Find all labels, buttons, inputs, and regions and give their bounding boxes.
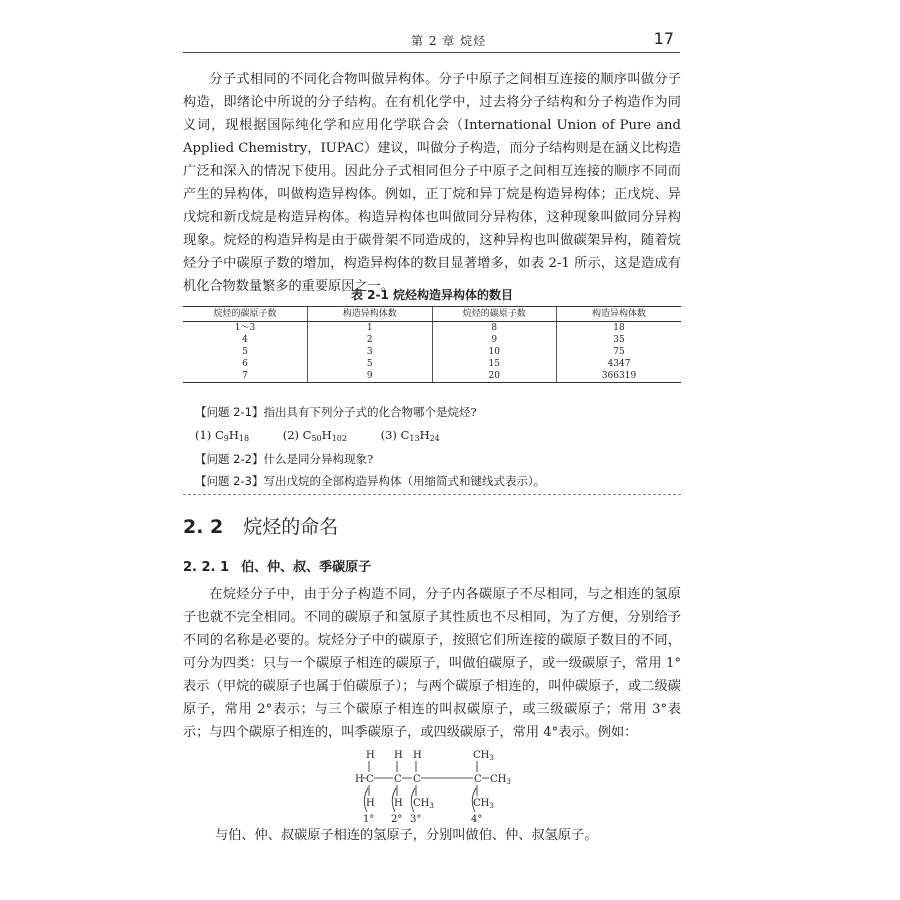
table-cell: 366319 — [557, 370, 682, 383]
question-text: 指出具有下列分子式的化合物哪个是烷烃? — [263, 405, 477, 419]
formula-option-1: (1) $C_9H_{18}$ — [195, 428, 250, 443]
atom-c: C — [413, 774, 421, 785]
subsection-title: 伯、仲、叔、季碳原子 — [241, 560, 372, 575]
degree-label: 1° — [363, 814, 375, 824]
section-heading — [183, 512, 338, 539]
atom-h: H — [366, 750, 375, 761]
table-cell: 1～3 — [234, 323, 256, 333]
methyl-group: $CH_3$ — [413, 798, 434, 810]
table-cell: 7 — [183, 370, 308, 383]
atom-c: C — [366, 774, 374, 785]
paragraph-carbon-classes: 在烷烃分子中，由于分子构造不同，分子内各碳原子不尽相同，与之相连的氢原子也就不完全相同。不同的碳原子和氢原子其性质也不尽相同，为了方便，分别给予不同的名称是必要的。烷烃分子中的碳原子，按照它们所连接的碳原子数目的不同，可分为四类：只与一个碳原子相连的碳原子，叫做伯碳原子，或一级碳原子，常用 1°表示（甲烷的碳原子也属于伯碳原子）；与两个碳原子相连的，叫仲碳原子，或二级碳原子，常用 2°表示；与三个碳原子相连的叫叔碳原子，或三级碳原子；常用 3°表示；与四个碳原子相连的，叫季碳原子，或四级碳原子，常用 4°表示。例如： — [183, 587, 681, 740]
atom-h: H — [413, 750, 422, 761]
table-caption: 表 2-1 烷烃构造异构体的数目 — [350, 288, 514, 302]
table-cell: 5 — [242, 347, 248, 357]
table-cell: 2 — [308, 334, 433, 346]
table-cell: 18 — [557, 322, 682, 335]
page-number: 17 — [653, 29, 674, 48]
question-2-1 — [195, 404, 477, 420]
isomer-count-table — [183, 306, 681, 383]
subsection-number: 2. 2. 1 — [183, 560, 230, 575]
methyl-group: $CH_3$ — [473, 750, 494, 762]
paragraph-hydrogen-classes: 与伯、仲、叔碳原子相连的氢原子，分别叫做伯、仲、叔氢原子。 — [215, 828, 598, 843]
degree-label: 2° — [391, 814, 403, 824]
table-header: 构造异构体数 — [557, 307, 682, 322]
table-header: 烷烃的碳原子数 — [183, 307, 308, 322]
table-row — [183, 370, 681, 383]
table-row — [183, 358, 681, 370]
questions-box — [183, 400, 681, 495]
question-label: 【问题 2-3】 — [195, 474, 264, 488]
question-label: 【问题 2-2】 — [195, 452, 264, 466]
table-cell: 8 — [432, 322, 557, 335]
question-2-2 — [195, 451, 373, 467]
table-cell: 9 — [308, 370, 433, 383]
question-text: 什么是同分异构现象? — [263, 452, 374, 466]
table-cell: 6 — [242, 359, 248, 369]
table-row — [183, 322, 681, 335]
table-cell: 9 — [432, 334, 557, 346]
table-cell: 1 — [308, 322, 433, 335]
degree-label: 3° — [410, 814, 422, 824]
methyl-group: $CH_3$ — [473, 798, 494, 810]
table-cell: 15 — [432, 358, 557, 370]
question-text: 写出戊烷的全部构造异构体（用缩简式和键线式表示）。 — [263, 474, 546, 488]
table-cell: 3 — [308, 346, 433, 358]
paragraph-isomers: 分子式相同的不同化合物叫做异构体。分子中原子之间相互连接的顺序叫做分子构造，即绪论中所说的分子结构。在有机化学中，过去将分子结构和分子构造作为同义词，现根据国际纯化学和应用化学联合会（International Union of Pure and Applied Chemistry，IUPAC）建议，叫做分子构造，而分子结构则是在涵义比构造广泛和深入的情况下使用。因此分子式相同但分子中原子之间相互连接的顺序不同而产生的异构体，叫做构造异构体。例如，正丁烷和异丁烷是构造异构体；正戊烷、异戊烷和新戊烷是构造异构体。构造异构体也叫做同分异构体，这种现象叫做同分异构现象。烷烃的构造异构是由于碳骨架不同造成的，这种异构也叫做碳架异构，随着烷烃分子中碳原子数的增加，构造异构体的数目显著增多，如表 2-1 所示，这是造成有机化合物数量繁多的重要原因之一。 — [183, 72, 681, 294]
question-2-3 — [195, 473, 545, 489]
degree-label: 4° — [471, 814, 483, 824]
subsection-heading — [183, 556, 371, 575]
formula-option-2: (2) $C_{50}H_{102}$ — [282, 428, 347, 443]
running-header — [183, 28, 680, 53]
structural-formula-diagram — [355, 748, 535, 824]
table-header: 烷烃的碳原子数 — [432, 307, 557, 322]
table-cell: 75 — [557, 346, 682, 358]
table-cell: 4 — [242, 335, 248, 345]
atom-h: H — [366, 798, 375, 809]
table-row — [183, 334, 681, 346]
question-label: 【问题 2-1】 — [195, 405, 264, 419]
atom-h: H — [394, 750, 403, 761]
section-number: 2. 2 — [183, 516, 224, 538]
chapter-title: 第 2 章 烷烃 — [411, 34, 487, 48]
table-cell: 20 — [432, 370, 557, 383]
table-cell: 35 — [557, 334, 682, 346]
atom-c: C — [474, 774, 482, 785]
table-header-row — [183, 307, 681, 322]
table-header: 构造异构体数 — [308, 307, 433, 322]
table-row — [183, 346, 681, 358]
table-cell: 4347 — [557, 358, 682, 370]
methyl-group: $CH_3$ — [490, 774, 511, 786]
formula-option-3: (3) $C_{13}H_{24}$ — [380, 428, 440, 443]
question-2-1-options — [195, 428, 470, 443]
table-cell: 10 — [432, 346, 557, 358]
table-cell: 5 — [308, 358, 433, 370]
atom-h: H — [355, 774, 364, 785]
atom-h: H — [394, 798, 403, 809]
section-title: 烷烃的命名 — [243, 516, 339, 538]
atom-c: C — [394, 774, 402, 785]
